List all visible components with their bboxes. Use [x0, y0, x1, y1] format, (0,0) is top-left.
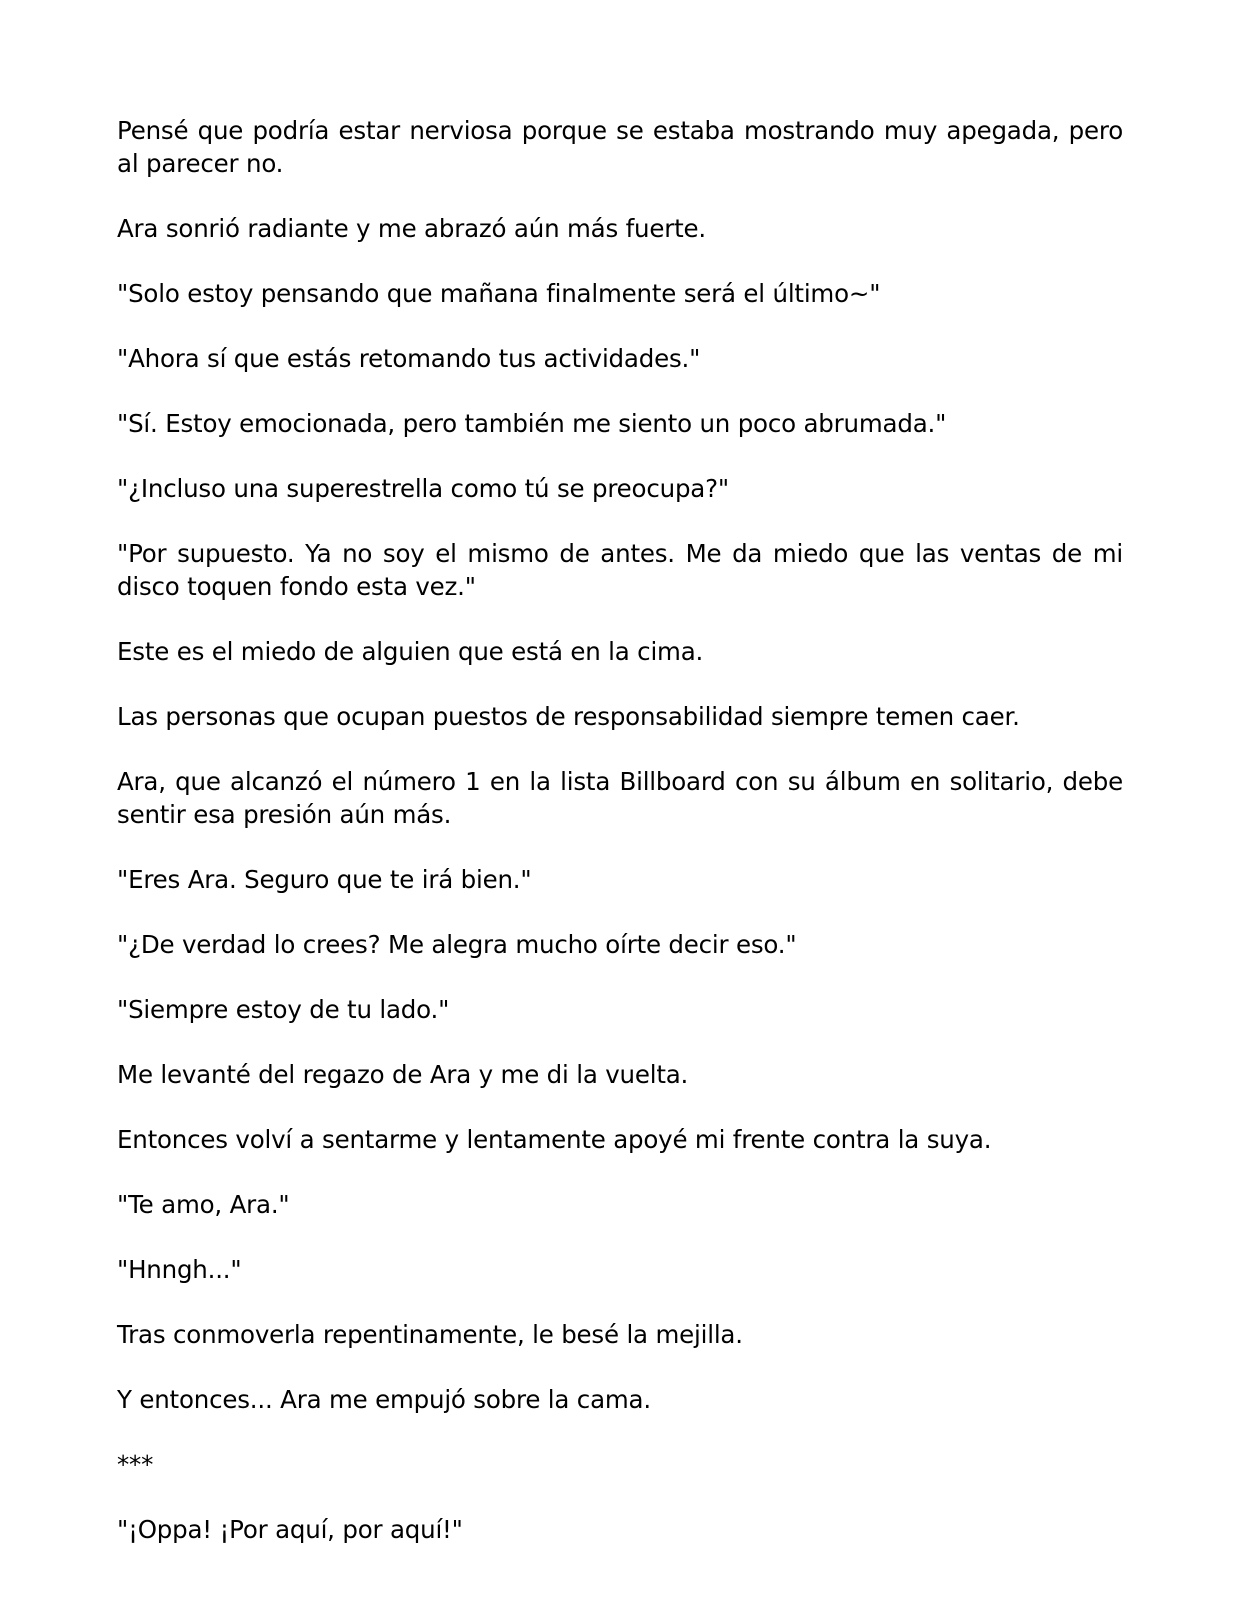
paragraph: Tras conmoverla repentinamente, le besé la mejilla. — [117, 1320, 743, 1349]
paragraph: "¿De verdad lo crees? Me alegra mucho oírte decir eso." — [117, 930, 797, 959]
paragraph: "¡Oppa! ¡Por aquí, por aquí!" — [117, 1515, 463, 1544]
paragraph: Ara, que alcanzó el número 1 en la lista Billboard con su álbum en solitario, debe sentir esa presión aún más. — [117, 767, 1123, 829]
paragraph: "Te amo, Ara." — [117, 1190, 290, 1219]
paragraph: Las personas que ocupan puestos de responsabilidad siempre temen caer. — [117, 702, 1020, 731]
paragraph: Entonces volví a sentarme y lentamente apoyé mi frente contra la suya. — [117, 1125, 992, 1154]
paragraph: "Ahora sí que estás retomando tus actividades." — [117, 344, 701, 373]
paragraph: "Por supuesto. Ya no soy el mismo de antes. Me da miedo que las ventas de mi disco toquen fondo esta vez." — [117, 539, 1123, 601]
scene-break: *** — [117, 1450, 154, 1479]
paragraph: "Solo estoy pensando que mañana finalmente será el último~" — [117, 279, 881, 308]
text-body — [117, 114, 1123, 1546]
paragraph: Y entonces... Ara me empujó sobre la cama. — [117, 1385, 651, 1414]
paragraph: "Siempre estoy de tu lado." — [117, 995, 450, 1024]
paragraph: "Hnngh..." — [117, 1255, 242, 1284]
paragraph: "¿Incluso una superestrella como tú se preocupa?" — [117, 474, 729, 503]
paragraph: "Sí. Estoy emocionada, pero también me siento un poco abrumada." — [117, 409, 947, 438]
paragraph: Pensé que podría estar nerviosa porque se estaba mostrando muy apegada, pero al parecer no. — [117, 116, 1123, 178]
paragraph: Me levanté del regazo de Ara y me di la vuelta. — [117, 1060, 689, 1089]
paragraph: Este es el miedo de alguien que está en la cima. — [117, 637, 704, 666]
paragraph: "Eres Ara. Seguro que te irá bien." — [117, 865, 532, 894]
paragraph: Ara sonrió radiante y me abrazó aún más fuerte. — [117, 214, 706, 243]
